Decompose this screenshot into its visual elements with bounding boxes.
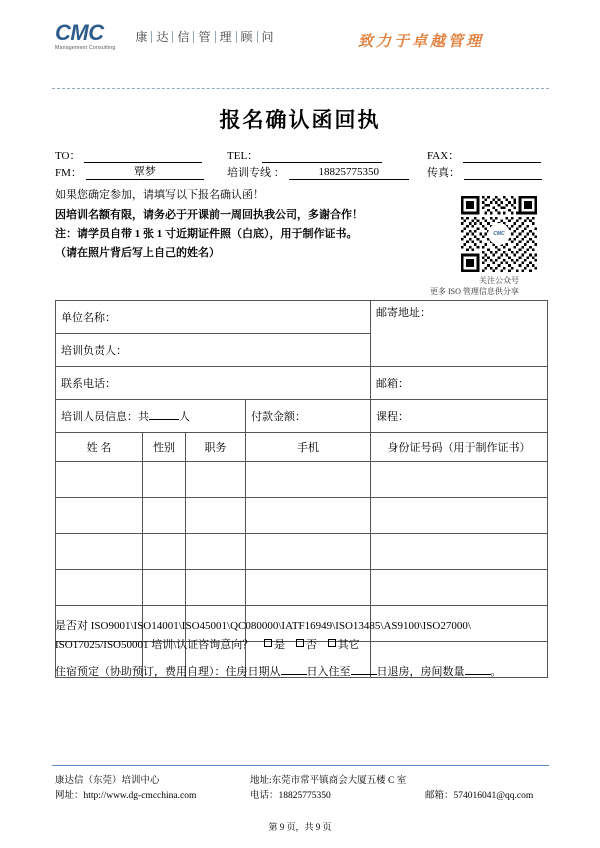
logo-ch-1: 达 [156, 30, 169, 45]
qr-code-icon [461, 196, 537, 272]
tel-field [227, 147, 427, 163]
contact-fields [55, 146, 550, 180]
option-no[interactable]: 否 [305, 639, 317, 651]
field-course[interactable]: 课程： [371, 400, 548, 433]
cell-mobile[interactable] [246, 462, 371, 498]
footer-phone [250, 789, 425, 804]
contact-row-2 [55, 163, 550, 180]
cell-position[interactable] [186, 498, 246, 534]
field-payment-amount[interactable]: 付款金额： [246, 400, 371, 433]
cell-position[interactable] [186, 570, 246, 606]
fm-input[interactable]: 覃梦 [86, 166, 204, 180]
field-trainee-count[interactable] [56, 400, 246, 433]
hotel-text-1: 住宿预定（协助预订，费用自理）：住房日期从 [55, 666, 281, 678]
fax-cn-input[interactable] [464, 166, 542, 180]
page-footer [55, 774, 550, 804]
table-row [56, 570, 548, 606]
table-row [56, 498, 548, 534]
cell-id[interactable] [371, 462, 548, 498]
note-bold-3: （请在照片背后写上自己的姓名） [55, 247, 220, 259]
note-bold-1: 因培训名额有限，请务必于开课前一周回执我公司，多谢合作！ [55, 209, 363, 221]
trainee-count-prefix: 培训人员信息：共 [61, 411, 149, 423]
qr-code-block [461, 196, 537, 286]
qr-center-logo: CMC [488, 223, 510, 245]
cell-id[interactable] [371, 534, 548, 570]
table-row [56, 462, 548, 498]
field-training-manager[interactable]: 培训负责人： [56, 334, 371, 367]
trainee-count-suffix: 人 [179, 411, 190, 423]
table-row [56, 301, 548, 334]
contact-row-1 [55, 146, 550, 163]
hotel-text-2: 日入住至 [306, 666, 351, 678]
footer-email-label: 邮箱： [425, 791, 454, 801]
column-header-name: 姓 名 [56, 433, 143, 462]
fax-label: FAX： [427, 150, 460, 162]
company-slogan: 致力于卓越管理 [358, 32, 485, 50]
logo-cmc-text: CMC [55, 20, 104, 45]
option-other[interactable]: 其它 [337, 639, 360, 651]
logo-ch-0: 康 [135, 30, 148, 45]
field-email[interactable]: 邮箱： [371, 367, 548, 400]
cell-gender[interactable] [143, 570, 186, 606]
cell-gender[interactable] [143, 462, 186, 498]
fm-field [55, 164, 227, 180]
cell-gender[interactable] [143, 498, 186, 534]
footer-email[interactable] [425, 789, 533, 804]
table-row [56, 400, 548, 433]
footer-center-name: 康达信（东莞）培训中心 [55, 776, 160, 786]
field-mailing-address[interactable]: 邮寄地址： [371, 301, 548, 367]
logo-ch-4: 理 [219, 30, 232, 45]
logo-subtitle: Management Consulting [55, 45, 116, 51]
hotel-booking-question [55, 663, 502, 679]
logo-ch-6: 问 [261, 30, 274, 45]
footer-website-value[interactable]: http://www.dg-cmcchina.com [83, 791, 197, 801]
logo-ch-5: 顾 [240, 30, 253, 45]
footer-website[interactable] [55, 789, 250, 804]
footer-phone-label: 电话： [250, 791, 279, 801]
to-field [55, 147, 227, 163]
cell-gender[interactable] [143, 534, 186, 570]
checkbox-other[interactable] [328, 639, 336, 647]
page-title: 报名确认函回执 [219, 108, 381, 132]
cell-position[interactable] [186, 462, 246, 498]
cell-mobile[interactable] [246, 570, 371, 606]
page-header [0, 0, 600, 86]
fm-label: FM： [55, 167, 82, 179]
fax-cn-field [427, 164, 547, 180]
footer-row-1 [55, 774, 550, 789]
iso-line-2 [55, 636, 555, 655]
tel-label: TEL： [227, 150, 259, 162]
hotel-text-3: 日退房，房间数量 [376, 666, 465, 678]
fax-field [427, 147, 547, 163]
cell-name[interactable] [56, 570, 143, 606]
iso-question-text: ISO17025/ISO50001 培训\认证咨询意向？ [55, 639, 254, 651]
fax-cn-label: 传真： [427, 167, 460, 179]
logo-mark [55, 22, 115, 51]
logo-ch-2: 信 [177, 30, 190, 45]
option-yes[interactable]: 是 [274, 639, 286, 651]
column-header-mobile: 手机 [246, 433, 371, 462]
to-input[interactable] [84, 149, 202, 163]
column-header-id: 身份证号码（用于制作证书） [371, 433, 548, 462]
hotline-value[interactable]: 18825775350 [289, 166, 409, 180]
cell-id[interactable] [371, 498, 548, 534]
cell-name[interactable] [56, 462, 143, 498]
cell-name[interactable] [56, 534, 143, 570]
table-row [56, 534, 548, 570]
qr-caption: 关注公众号 [479, 276, 519, 285]
footer-divider [52, 765, 549, 766]
fax-input[interactable] [463, 149, 541, 163]
footer-website-label: 网址： [55, 791, 84, 801]
hotel-text-4: 。 [490, 666, 502, 678]
field-contact-phone[interactable]: 联系电话： [56, 367, 371, 400]
header-divider [52, 88, 549, 89]
cell-mobile[interactable] [246, 534, 371, 570]
footer-row-2 [55, 789, 550, 804]
page-number: 第 9 页，共 9 页 [268, 822, 332, 832]
column-header-gender: 性别 [143, 433, 186, 462]
checkbox-no[interactable] [296, 639, 304, 647]
qr-note: 更多 ISO 管理信息供分享 [430, 287, 519, 296]
to-label: TO： [55, 150, 81, 162]
footer-phone-value: 18825775350 [278, 791, 331, 801]
hotel-checkout-blank[interactable] [351, 674, 377, 675]
hotline-field [227, 164, 427, 180]
checkbox-yes[interactable] [264, 639, 272, 647]
logo-ch-3: 管 [198, 30, 211, 45]
table-row [56, 367, 548, 400]
hotel-checkin-blank[interactable] [281, 674, 307, 675]
footer-address: 地址:东莞市常平镇商会大厦五楼 C 室 [250, 776, 407, 786]
cell-id[interactable] [371, 570, 548, 606]
hotel-room-count-blank[interactable] [465, 674, 491, 675]
cell-position[interactable] [186, 534, 246, 570]
table-header-row [56, 433, 548, 462]
field-company-name[interactable]: 单位名称： [56, 301, 371, 334]
cell-name[interactable] [56, 498, 143, 534]
note-bold-2: 注：请学员自带 1 张 1 寸近期证件照（白底），用于制作证书。 [55, 228, 358, 240]
trainee-count-blank[interactable] [149, 419, 179, 420]
iso-line-1: 是否对 ISO9001\ISO14001\ISO45001\QC080000\IATF16949\ISO13485\AS9100\ISO27000\ [55, 620, 471, 632]
footer-email-value[interactable]: 574016041@qq.com [453, 791, 534, 801]
logo-chinese-name [131, 28, 277, 45]
iso-interest-question [55, 617, 555, 655]
note-plain: 如果您确定参加，请填写以下报名确认函！ [55, 189, 264, 201]
column-header-position: 职务 [186, 433, 246, 462]
cell-mobile[interactable] [246, 498, 371, 534]
hotline-label: 培训专线 ： [227, 167, 285, 179]
tel-input[interactable] [262, 149, 382, 163]
company-logo [55, 22, 278, 51]
